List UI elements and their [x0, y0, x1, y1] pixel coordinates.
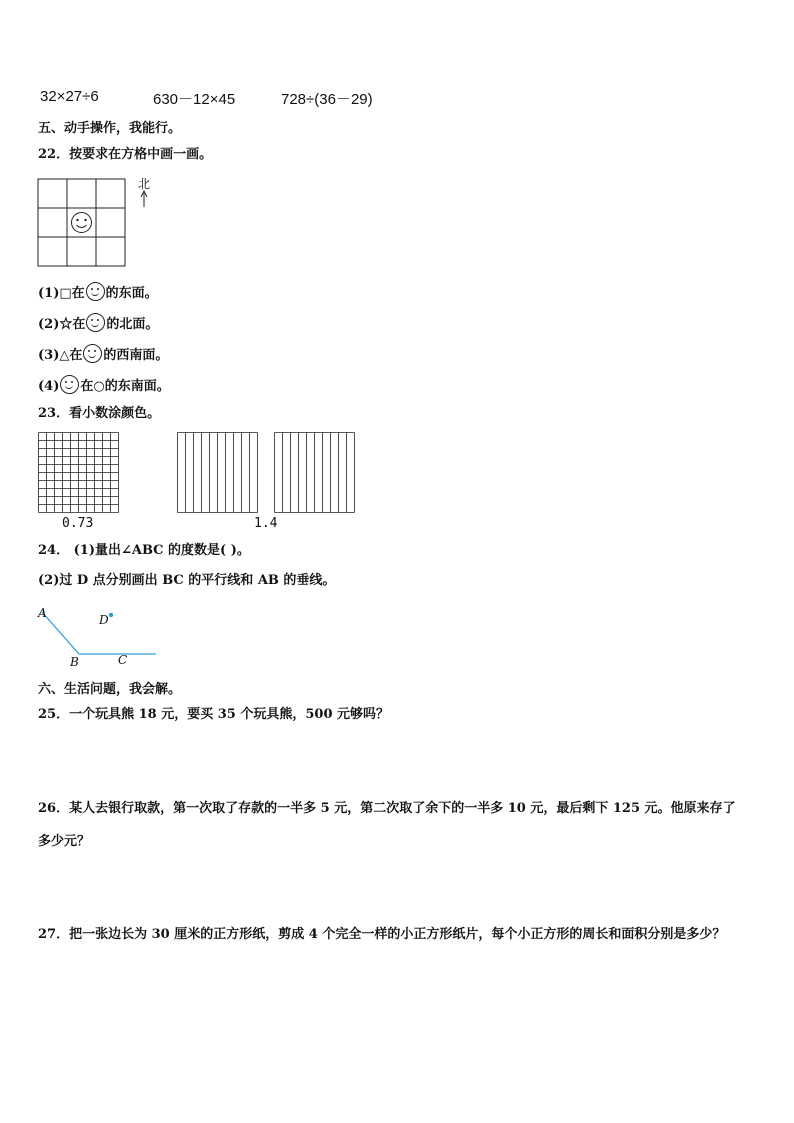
- q25-text: 25．一个玩具熊 18 元，要买 35 个玩具熊，500 元够吗？: [38, 707, 390, 722]
- north-label: 北: [138, 177, 151, 191]
- decimal-label-073: 0.73: [62, 516, 94, 531]
- q22-item-1: (1)□在 的东面。: [38, 282, 158, 303]
- section-6-title: 六、生活问题，我会解。: [38, 682, 182, 697]
- section-5-title: 五、动手操作，我能行。: [38, 121, 182, 136]
- smiley-face-icon: [86, 282, 105, 301]
- smiley-face-icon: [60, 375, 79, 394]
- expression-3: 728÷(36－29): [281, 91, 373, 108]
- q26-line2: 多少元？: [38, 834, 91, 849]
- decimal-label-14: 1.4: [254, 516, 278, 531]
- hundred-grid[interactable]: [38, 432, 120, 514]
- q22-title: 22．按要求在方格中画一画。: [38, 147, 213, 162]
- smiley-face-icon: [72, 213, 92, 233]
- point-d: [109, 613, 113, 617]
- q22-item-2: (2)☆在 的北面。: [38, 313, 158, 334]
- tenths-strip-1[interactable]: [177, 432, 259, 514]
- q27-text: 27．把一张边长为 30 厘米的正方形纸，剪成 4 个完全一样的小正方形纸片，每个小正方形的周长和面积分别是多少？: [38, 927, 726, 942]
- label-d: D: [99, 613, 109, 627]
- q23-title: 23．看小数涂颜色。: [38, 406, 161, 421]
- q26-line1: 26．某人去银行取款，第一次取了存款的一半多 5 元，第二次取了余下的一半多 10 元，最后剩下 125 元。他原来存了: [38, 801, 736, 816]
- expression-2: 630－12×45: [153, 91, 236, 108]
- tenths-strip-2[interactable]: [274, 432, 356, 514]
- label-b: B: [70, 655, 79, 669]
- north-arrow-icon: [141, 191, 147, 207]
- q24-title: 24． (1)量出∠ABC 的度数是( )。: [38, 543, 250, 558]
- smiley-face-icon: [83, 344, 102, 363]
- q22-item-3: (3)△在 的西南面。: [38, 344, 168, 365]
- q22-grid[interactable]: [38, 179, 158, 269]
- expression-1: 32×27÷6: [40, 88, 99, 105]
- angle-abc-figure[interactable]: [38, 600, 168, 670]
- q22-item-4: (4) 在○的东南面。: [38, 375, 170, 396]
- smiley-face-icon: [86, 313, 105, 332]
- label-c: C: [118, 653, 128, 667]
- q24-part2: (2)过 D 点分别画出 BC 的平行线和 AB 的垂线。: [38, 573, 336, 588]
- label-a: A: [38, 606, 47, 620]
